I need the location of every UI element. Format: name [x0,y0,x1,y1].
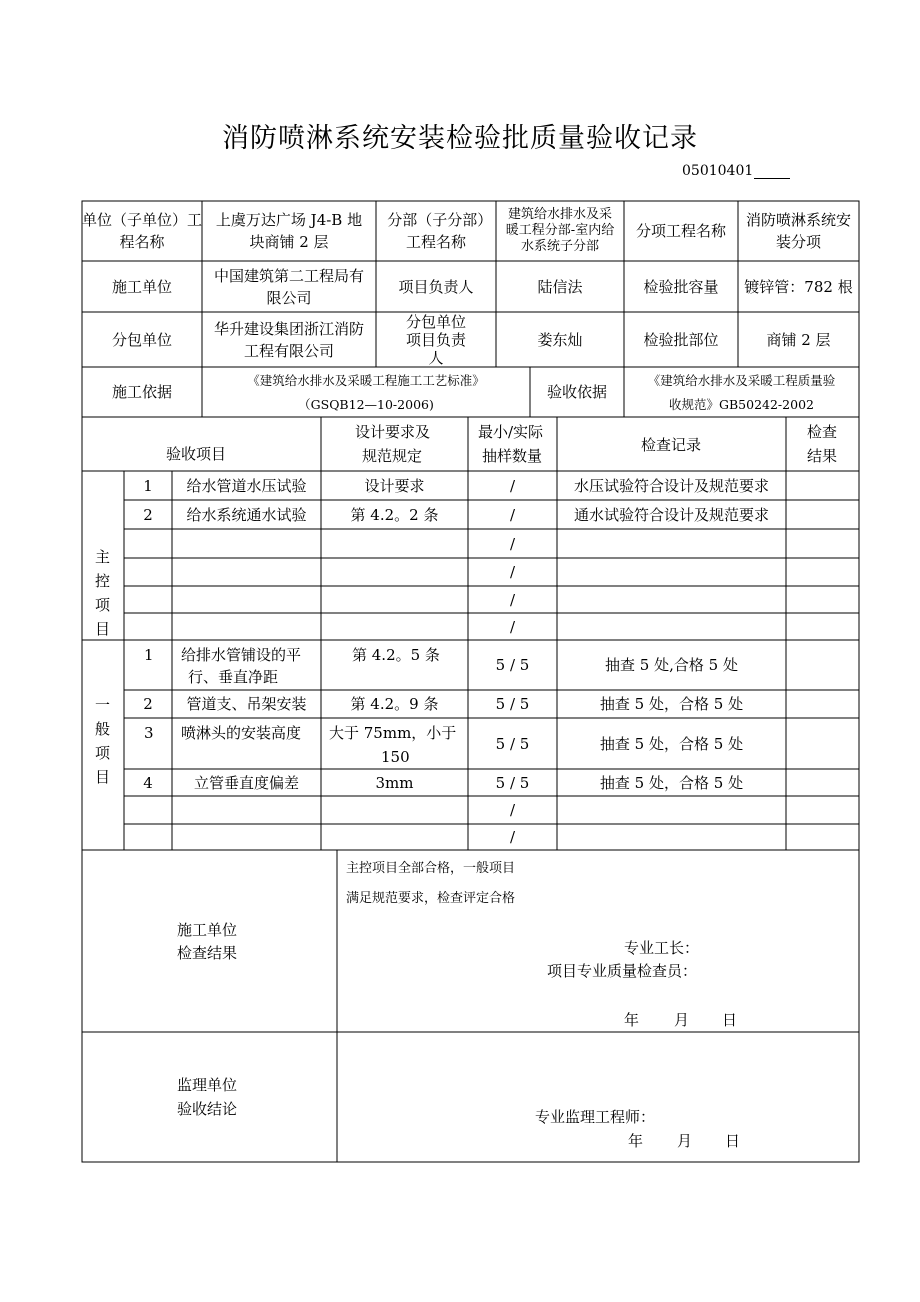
row-requirement: 设计要求 [364,476,425,495]
row-number: 4 [143,773,153,792]
main-row-3-sample: / [509,534,516,553]
row-requirement: 3mm [375,773,414,792]
quality-inspector-label: 项目专业质量检查员： [547,962,698,980]
contractor-label: 施工单位 [111,277,172,296]
row-record: 抽查 5 处，合格 5 处 [599,734,744,753]
row-item: 给水系统通水试验 [186,505,307,524]
main-row-6-sample: / [509,617,516,636]
unit-label: 单位（子单位）工程名称 [82,211,203,251]
supervision-date-year: 年 [628,1132,644,1150]
contractor-date-year: 年 [624,1011,640,1029]
general-label-3: 项 [95,744,111,762]
row-item-line-2: 行、垂直净距 [188,668,279,686]
row-requirement: 第 4.2。2 条 [350,505,439,524]
general-label-4: 目 [95,768,111,786]
main-control-label-1: 主 [95,548,111,566]
supervision-label-1: 监理单位 [177,1076,238,1094]
row-requirement-line-1: 大于 75mm，小于 [329,724,457,742]
supervision-date-day: 日 [725,1132,741,1150]
basis-label: 施工依据 [111,383,172,401]
row-number: 1 [144,646,154,664]
row-number: 1 [143,476,153,495]
subcontractor-value: 华升建设集团浙江消防工程有限公司 [213,319,364,360]
row-sample: 5 / 5 [495,656,530,674]
capacity-value: 镀锌管：782 根 [744,277,853,296]
general-row-6-sample: / [509,828,516,846]
row-record: 水压试验符合设计及规范要求 [573,476,769,495]
acceptance-basis-line-1: 《建筑给水排水及采暖工程质量验 [647,373,836,388]
general-label-1: 一 [95,696,111,714]
col-requirement-line-1: 设计要求及 [355,423,431,441]
contractor-value: 中国建筑第二工程局有限公司 [214,266,365,307]
acceptance-basis-label: 验收依据 [546,383,607,401]
row-number: 3 [144,724,154,742]
row-sample: 5 / 5 [495,734,530,753]
main-control-label-3: 项 [95,596,111,614]
col-requirement-line-2: 规范规定 [362,447,423,465]
row-item: 喷淋头的安装高度 [181,724,302,742]
division-label: 分部（子分部）工程名称 [387,211,485,251]
general-row-5-sample: / [509,801,516,819]
row-sample: / [509,476,516,495]
subitem-value: 消防喷淋系统安装分项 [746,211,852,251]
project-manager-label: 项目负责人 [398,277,474,296]
main-row-5-sample: / [509,590,516,609]
row-sample: / [509,505,516,524]
contractor-check-label-1: 施工单位 [177,921,238,939]
main-control-label-4: 目 [95,620,111,638]
contractor-date-month: 月 [674,1011,690,1029]
row-requirement: 第 4.2。5 条 [352,646,440,664]
supervising-engineer-label: 专业监理工程师： [535,1108,656,1126]
supervision-label-2: 验收结论 [177,1100,238,1118]
basis-value-line-1: 《建筑给水排水及采暖工程施工工艺标准》 [247,373,485,388]
row-requirement: 第 4.2。9 条 [350,695,439,713]
sub-pm-label: 分包单位项目负责人 [405,312,466,367]
row-record: 抽查 5 处,合格 5 处 [605,656,738,674]
row-record: 通水试验符合设计及规范要求 [573,505,769,524]
foreman-label: 专业工长： [624,939,700,957]
col-item: 验收项目 [166,445,227,463]
main-row-4-sample: / [509,563,516,581]
col-record: 检查记录 [641,436,702,454]
subitem-label: 分项工程名称 [635,222,726,240]
row-record: 抽查 5 处，合格 5 处 [599,695,744,713]
contractor-check-label-2: 检查结果 [177,944,238,962]
row-sample: 5 / 5 [495,773,530,792]
general-label-2: 般 [95,720,111,738]
row-item: 立管垂直度偏差 [193,773,299,792]
main-control-label-2: 控 [95,572,111,590]
col-result-line-2: 结果 [807,447,838,465]
row-number: 2 [143,695,153,713]
division-value: 建筑给水排水及采暖工程分部-室内给水系统子分部 [505,207,615,254]
capacity-label: 检验批容量 [643,277,719,296]
col-sample-line-2: 抽样数量 [482,447,543,465]
project-manager-value: 陆信法 [537,277,583,296]
row-number: 2 [143,505,153,524]
supervision-date-month: 月 [677,1132,693,1150]
row-sample: 5 / 5 [495,695,530,713]
page-title: 消防喷淋系统安装检验批质量验收记录 [222,123,698,154]
document-number: 05010401 [682,163,790,179]
row-item: 管道支、吊架安装 [186,695,307,713]
contractor-date-day: 日 [722,1011,738,1029]
basis-value-line-2: （GSQB12—10-2006) [298,397,434,412]
subcontractor-label: 分包单位 [111,330,172,349]
row-item: 给水管道水压试验 [186,476,307,495]
col-result-line-1: 检查 [807,423,838,441]
contractor-comment-1: 主控项目全部合格，一般项目 [346,861,516,876]
unit-value: 上虞万达广场 J4-B 地块商铺 2 层 [215,211,363,251]
row-requirement-line-2: 150 [381,748,410,766]
location-value: 商铺 2 层 [766,330,831,349]
col-sample-line-1: 最小/实际 [478,423,544,441]
location-label: 检验批部位 [643,330,719,349]
sub-pm-value: 娄东灿 [537,330,583,349]
row-record: 抽查 5 处，合格 5 处 [599,773,744,792]
contractor-comment-2: 满足规范要求，检查评定合格 [346,891,516,906]
acceptance-basis-line-2: 收规范》GB50242-2002 [669,397,814,412]
row-item-line-1: 给排水管铺设的平 [181,646,302,664]
